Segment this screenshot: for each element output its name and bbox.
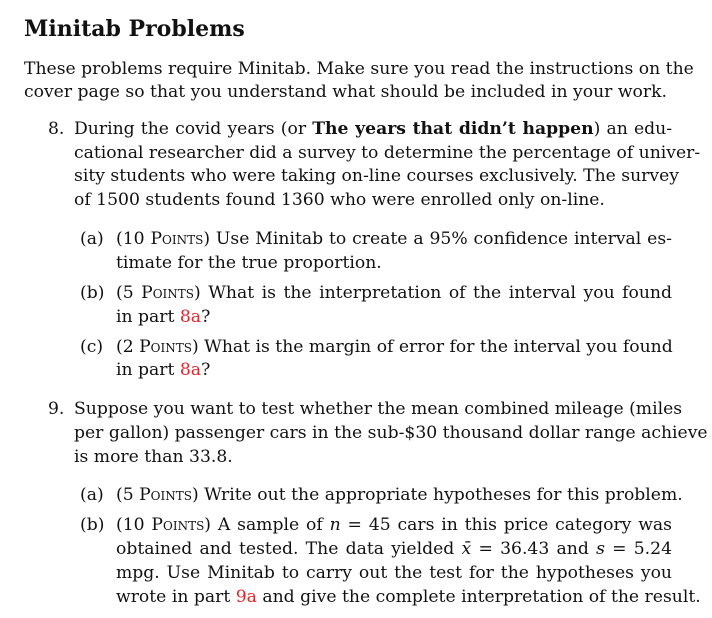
part-9b-line-4: wrote in part 9a and give the complete interpretation of the result. [116, 587, 701, 607]
intro-line-2: cover page so that you understand what should be included in your work. [24, 82, 667, 102]
part-8c-line-2: in part 8a? [116, 360, 211, 380]
part-9a-label: (a) [80, 485, 104, 505]
part-8a-reference-link[interactable]: 8a [179, 307, 202, 327]
part-8c-label: (c) [80, 337, 104, 357]
problem-8-line-1: During the covid years (or The years that didn’t happen) an edu- [74, 119, 672, 139]
part-8a-reference-link[interactable]: 8a [179, 360, 202, 380]
part-8b-line-1: (5 Points) What is the interpretation of the interval you found [116, 283, 672, 303]
problem-9-line-1: Suppose you want to test whether the mean combined mileage (miles [74, 399, 683, 419]
intro-line-1: These problems require Minitab. Make sure you read the instructions on the [24, 59, 694, 79]
part-9b-line-2: obtained and tested. The data yielded x̄ = 36.43 and s = 5.24 [116, 539, 673, 559]
part-8b-line-2: in part 8a? [116, 307, 211, 327]
part-9b-label: (b) [80, 515, 105, 535]
problem-8-line-2: cational researcher did a survey to determine the percentage of univer- [74, 143, 701, 163]
sample-size-variable: n [329, 515, 341, 535]
problem-9-line-2: per gallon) passenger cars in the sub-$30 thousand dollar range achieve [74, 423, 708, 443]
problem-9-number: 9. [48, 399, 65, 419]
sample-sd-variable: s [596, 539, 605, 559]
part-8a-line-2: timate for the true proportion. [116, 253, 382, 273]
part-9a-points: (5 Points) [116, 485, 199, 505]
part-8c-points: (2 Points) [116, 337, 199, 357]
problem-8-number: 8. [48, 119, 65, 139]
part-8b-points: (5 Points) [116, 283, 201, 303]
part-9b-points: (10 Points) [116, 515, 211, 535]
part-8a-line-1: (10 Points) Use Minitab to create a 95% confidence interval es- [116, 229, 672, 249]
problem-8-line-3: sity students who were taking on-line courses exclusively. The survey [74, 166, 679, 186]
part-8a-label: (a) [80, 229, 104, 249]
problem-8-line-4: of 1500 students found 1360 who were enrolled only on-line. [74, 190, 605, 210]
problem-8-emphasis: The years that didn’t happen [312, 119, 594, 139]
part-9a-reference-link[interactable]: 9a [235, 587, 257, 607]
part-9b-line-1: (10 Points) A sample of n = 45 cars in this price category was [116, 515, 673, 535]
part-8c-line-1: (2 Points) What is the margin of error for the interval you found [116, 337, 673, 357]
section-heading: Minitab Problems [24, 16, 245, 42]
problem-9-line-3: is more than 33.8. [74, 447, 233, 467]
part-8a-points: (10 Points) [116, 229, 211, 249]
part-9a-line-1: (5 Points) Write out the appropriate hypotheses for this problem. [116, 485, 683, 505]
sample-mean-variable: x̄ [461, 539, 472, 559]
part-8b-label: (b) [80, 283, 105, 303]
part-9b-line-3: mpg. Use Minitab to carry out the test for the hypotheses you [116, 563, 672, 583]
